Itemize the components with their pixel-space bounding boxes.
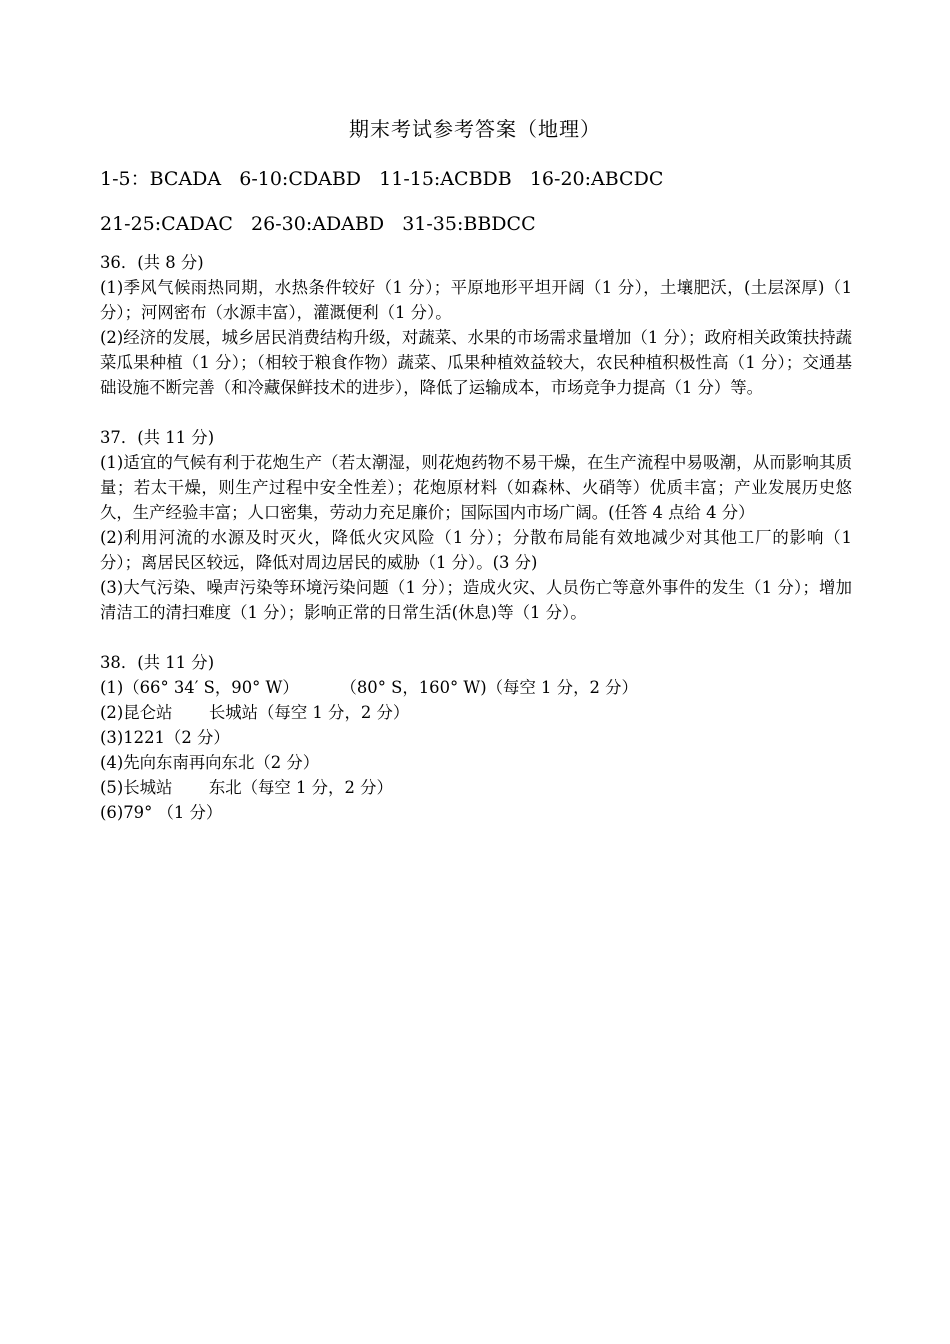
question-37-heading: 37．(共 11 分) — [100, 428, 215, 447]
question-38-section — [100, 650, 852, 825]
question-37-answer-3: (3)大气污染、噪声污染等环境污染问题（1 分）；造成火灾、人员伤亡等意外事件的发生（1 分）；增加清洁工的清扫难度（1 分）；影响正常的日常生活(休息)等（1 分）。 — [100, 578, 852, 622]
question-38-answer-2: (2)昆仑站 长城站（每空 1 分，2 分） — [100, 703, 410, 722]
question-36-section — [100, 250, 852, 400]
question-38-answer-3: (3)1221（2 分） — [100, 728, 230, 747]
question-36-answer-2: (2)经济的发展，城乡居民消费结构升级，对蔬菜、水果的市场需求量增加（1 分）；政府相关政策扶持蔬菜瓜果种植（1 分）；（相较于粮食作物）蔬菜、瓜果种植效益较大，农民种植积极性高（1 分）；交通基础设施不断完善（和冷藏保鲜技术的进步），降低了运输成本，市场竞争力提高（1 分）等。 — [100, 328, 852, 397]
question-38-answer-1: (1)（66° 34′ S，90° W） （80° S，160° W)（每空 1 分，2 分） — [100, 678, 638, 697]
question-38-answer-4: (4)先向东南再向东北（2 分） — [100, 753, 320, 772]
question-37-section — [100, 425, 852, 625]
multiple-choice-answers-row-2: 21-25:CADAC 26-30:ADABD 31-35:BBDCC — [100, 213, 536, 235]
question-37-answer-2: (2)利用河流的水源及时灭火，降低火灾风险（1 分）；分散布局能有效地减少对其他工厂的影响（1 分）；离居民区较远，降低对周边居民的威胁（1 分）。(3 分) — [100, 528, 852, 572]
question-38-answer-5: (5)长城站 东北（每空 1 分，2 分） — [100, 778, 393, 797]
question-37-answer-1: (1)适宜的气候有利于花炮生产（若太潮湿，则花炮药物不易干燥，在生产流程中易吸潮，从而影响其质量；若太干燥，则生产过程中安全性差）；花炮原材料（如森林、火硝等）优质丰富；产业发展历史悠久，生产经验丰富；人口密集，劳动力充足廉价；国际国内市场广阔。(任答 4 点给 4 分） — [100, 453, 852, 522]
question-38-heading: 38．(共 11 分) — [100, 653, 215, 672]
question-36-answer-1: (1)季风气候雨热同期，水热条件较好（1 分）；平原地形平坦开阔（1 分），土壤肥沃，(土层深厚)（1 分）；河网密布（水源丰富），灌溉便利（1 分）。 — [100, 278, 852, 322]
answer-content — [100, 250, 852, 825]
multiple-choice-answers-row-1: 1-5：BCADA 6-10:CDABD 11-15:ACBDB 16-20:ABCDC — [100, 168, 664, 190]
question-38-answer-6: (6)79° （1 分） — [100, 803, 223, 822]
page-title: 期末考试参考答案（地理） — [349, 117, 601, 141]
question-36-heading: 36．(共 8 分) — [100, 253, 204, 272]
